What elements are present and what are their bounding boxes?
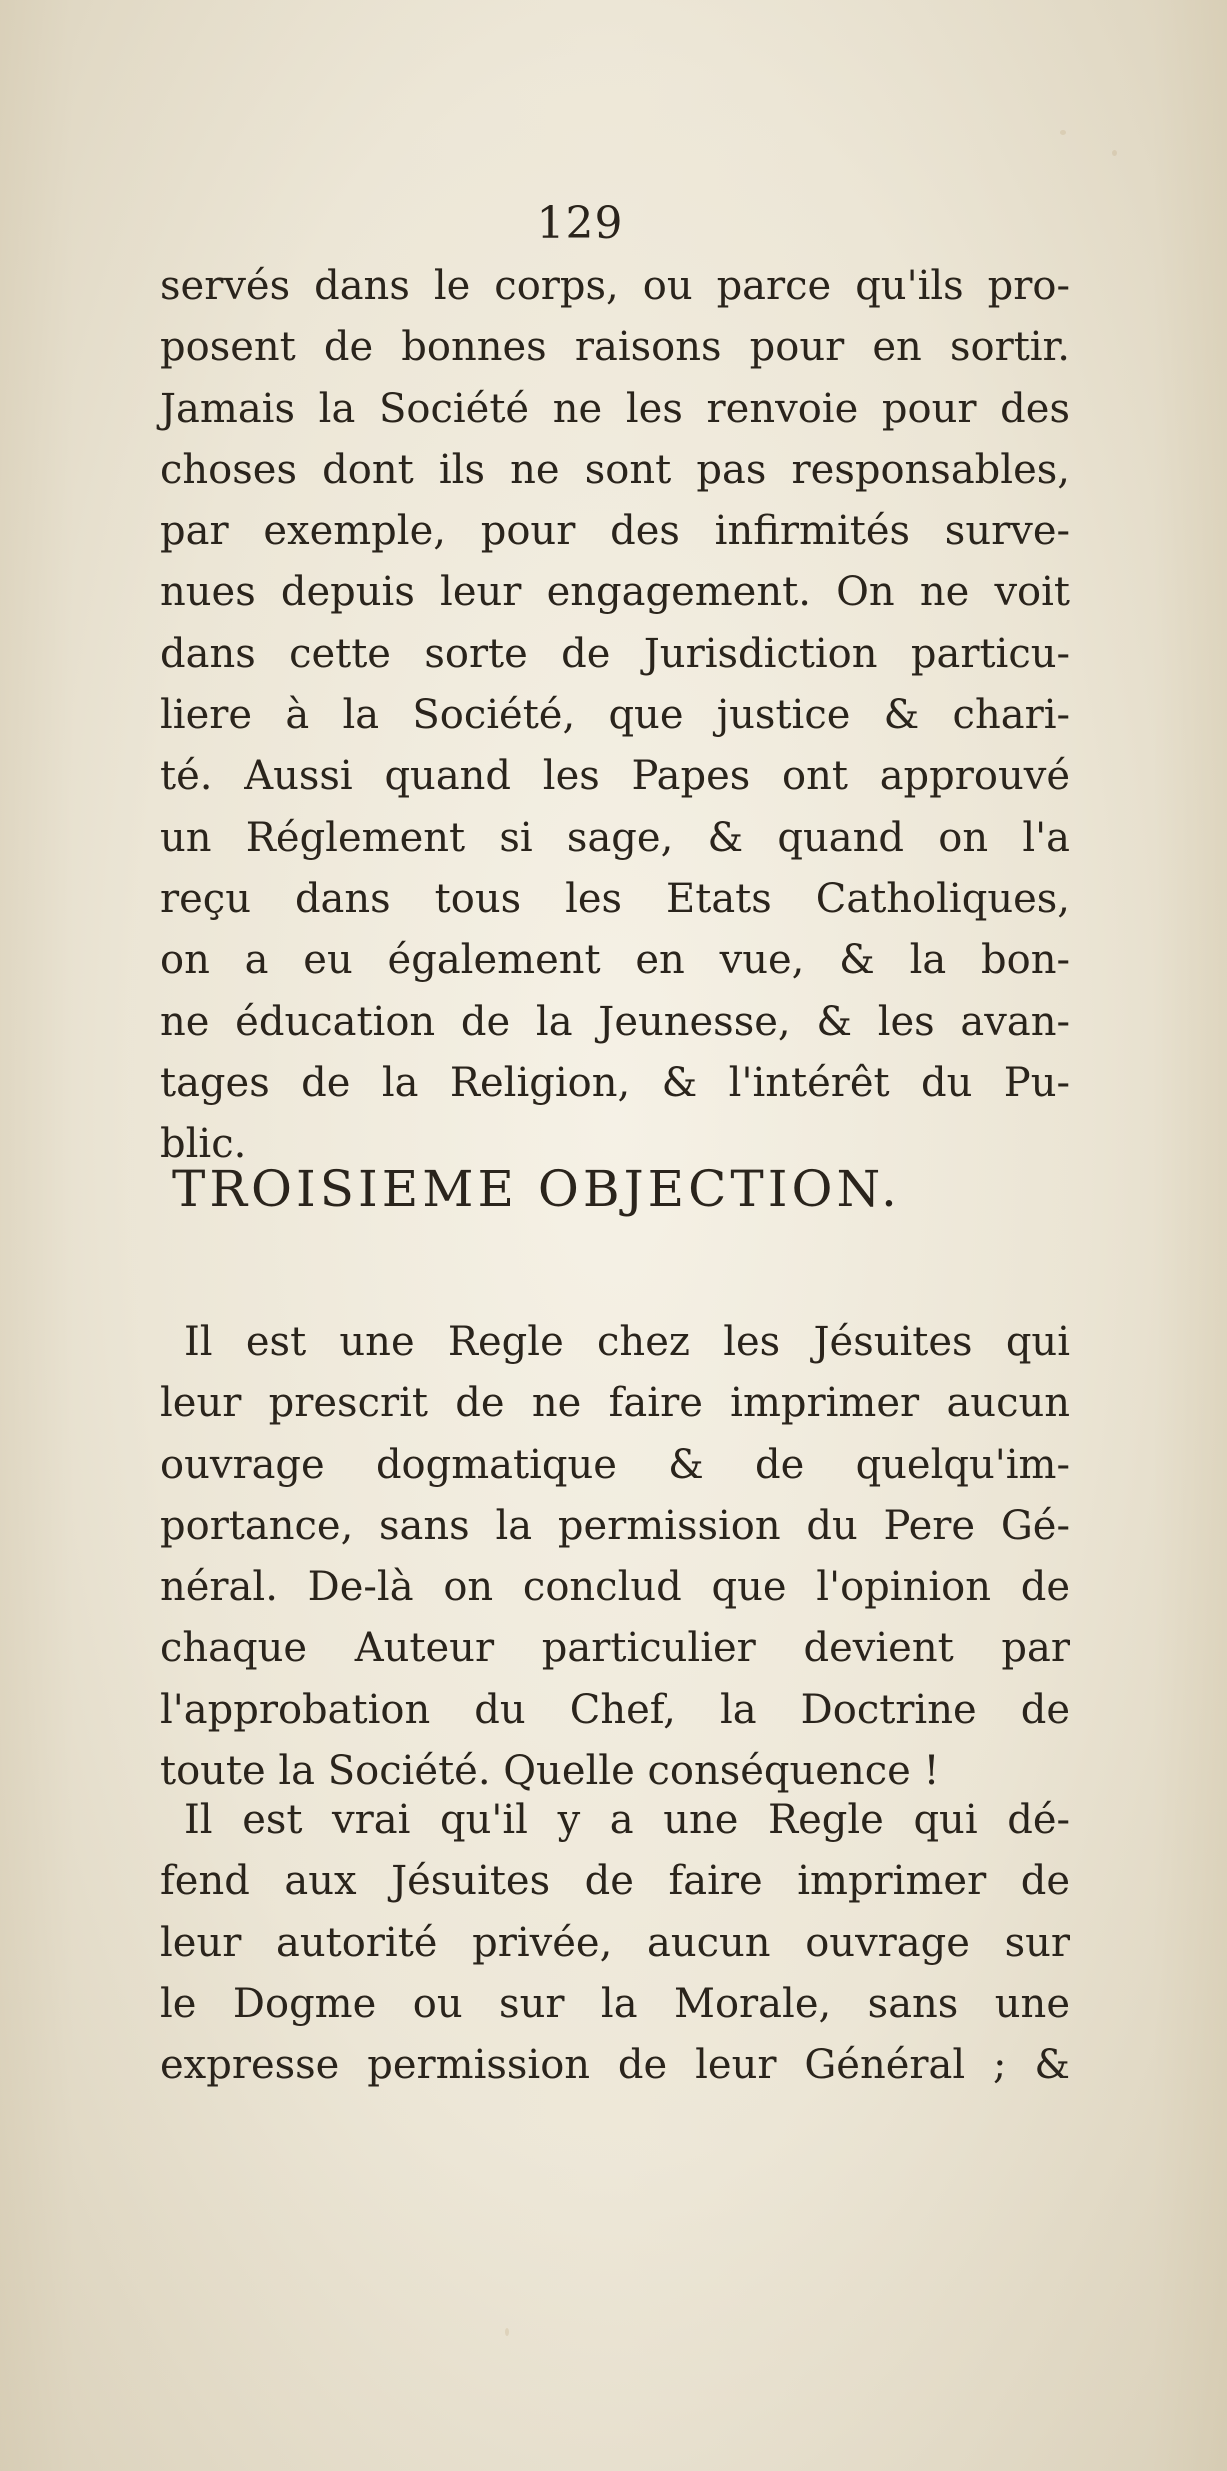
text-line: toute la Société. Quelle conséquence !	[160, 1748, 940, 1795]
foxing-spot	[505, 2328, 509, 2336]
text-line: portance, sans la permission du Pere Gé-	[160, 1502, 1070, 1549]
text-line: l'approbation du Chef, la Doctrine de	[160, 1686, 1070, 1733]
text-line: Il est vrai qu'il y a une Regle qui dé-	[184, 1797, 1070, 1843]
text-line: blic.	[160, 1121, 247, 1168]
page-number: 129	[536, 198, 624, 249]
foxing-spot	[1112, 150, 1117, 156]
text-line: reçu dans tous les Etats Catholiques,	[160, 875, 1070, 922]
text-line: par exemple, pour des infirmités surve-	[160, 508, 1070, 555]
text-line: expresse permission de leur Général ; &	[160, 2042, 1070, 2089]
text-line: dans cette sorte de Jurisdiction particu-	[160, 630, 1070, 677]
text-line: fend aux Jésuites de faire imprimer de	[160, 1858, 1070, 1905]
text-line: servés dans le corps, ou parce qu'ils pro-	[160, 263, 1070, 309]
foxing-spot	[1060, 130, 1066, 135]
text-line: on a eu également en vue, & la bon-	[160, 937, 1070, 984]
text-line: leur prescrit de ne faire imprimer aucun	[160, 1380, 1070, 1427]
text-line: Jamais la Société ne les renvoie pour des	[160, 385, 1070, 432]
text-line: le Dogme ou sur la Morale, sans une	[160, 1980, 1070, 2027]
text-line: posent de bonnes raisons pour en sortir.	[160, 324, 1070, 371]
text-line: chaque Auteur particulier devient par	[160, 1625, 1070, 1672]
section-heading: TROISIEME OBJECTION.	[172, 1160, 901, 1218]
text-line: nues depuis leur engagement. On ne voit	[160, 569, 1070, 616]
paragraph-objection	[160, 1312, 1070, 1802]
paragraph-response	[160, 1790, 1070, 2096]
text-line: ouvrage dogmatique & de quelqu'im-	[160, 1441, 1070, 1488]
text-line: ne éducation de la Jeunesse, & les avan-	[160, 998, 1070, 1045]
text-line: liere à la Société, que justice & chari-	[160, 692, 1070, 739]
text-line: choses dont ils ne sont pas responsables,	[160, 446, 1070, 493]
text-line: tages de la Religion, & l'intérêt du Pu-	[160, 1059, 1070, 1106]
text-line: té. Aussi quand les Papes ont approuvé	[160, 753, 1070, 800]
text-line: un Réglement si sage, & quand on l'a	[160, 814, 1070, 861]
text-line: Il est une Regle chez les Jésuites qui	[184, 1319, 1070, 1365]
paragraph-continuation	[160, 256, 1070, 1175]
text-line: leur autorité privée, aucun ouvrage sur	[160, 1919, 1070, 1966]
text-line: néral. De-là on conclud que l'opinion de	[160, 1564, 1070, 1611]
